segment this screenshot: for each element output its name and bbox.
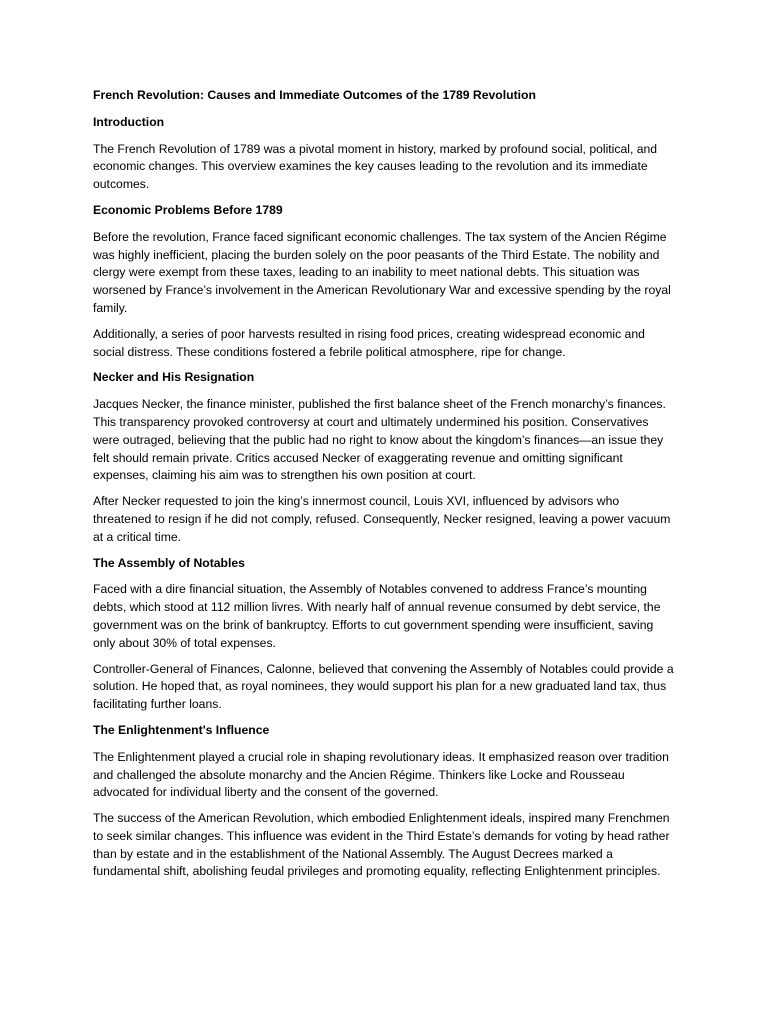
document-title: French Revolution: Causes and Immediate Outcomes of the 1789 Revolution [93, 88, 536, 102]
necker-paragraph-1: Jacques Necker, the finance minister, published the first balance sheet of the French monarchy’s finances. This transparency provoked controversy at court and ultimately undermined his position. Conservatives were outraged, believing that the public had no right to know about the kingdom’s finances—an issue they felt should remain private. Critics accused Necker of exaggerating revenue and omitting significant expenses, claiming his aim was to strengthen his own position at court. [93, 397, 666, 483]
section-heading-enlightenment: The Enlightenment's Influence [93, 722, 270, 737]
section-heading-economic-problems: Economic Problems Before 1789 [93, 202, 283, 217]
section-heading-assembly-of-notables: The Assembly of Notables [93, 555, 245, 570]
economic-problems-paragraph-2: Additionally, a series of poor harvests resulted in rising food prices, creating widespread economic and social distress. These conditions fostered a febrile political atmosphere, ripe for change. [93, 326, 645, 359]
introduction-paragraph: The French Revolution of 1789 was a pivotal moment in history, marked by profound social, political, and economic changes. This overview examines the key causes leading to the revolution and its immediate outcomes. [93, 141, 658, 192]
necker-paragraph-2: After Necker requested to join the king’s innermost council, Louis XVI, influenced by advisors who threatened to resign if he did not comply, refused. Consequently, Necker resigned, leaving a power vacuum at a critical time. [93, 494, 671, 544]
section-heading-introduction: Introduction [93, 114, 165, 129]
enlightenment-paragraph-1: The Enlightenment played a crucial role in shaping revolutionary ideas. It emphasized reason over tradition and challenged the absolute monarchy and the Ancien Régime. Thinkers like Locke and Rousseau advocated for individual liberty and the consent of the governed. [93, 749, 669, 800]
enlightenment-paragraph-2: The success of the American Revolution, which embodied Enlightenment ideals, inspired many Frenchmen to seek similar changes. This influence was evident in the Third Estate’s demands for voting by head rather than by estate and in the establishment of the National Assembly. The August Decrees marked a fundamental shift, abolishing feudal privileges and promoting equality, reflecting Enlightenment principles. [93, 811, 670, 879]
section-heading-necker: Necker and His Resignation [93, 370, 255, 385]
assembly-paragraph-1: Faced with a dire financial situation, the Assembly of Notables convened to address France’s mounting debts, which stood at 112 million livres. With nearly half of annual revenue consumed by debt service, the government was on the brink of bankruptcy. Efforts to cut government spending were insufficient, saving only about 30% of total expenses. [93, 582, 661, 650]
assembly-paragraph-2: Controller-General of Finances, Calonne, believed that convening the Assembly of Notables could provide a solution. He hoped that, as royal nominees, they would support his plan for a new graduated land tax, thus facilitating further loans. [93, 661, 674, 712]
economic-problems-paragraph-1: Before the revolution, France faced significant economic challenges. The tax system of the Ancien Régime was highly inefficient, placing the burden solely on the poor peasants of the Third Estate. The nobility and clergy were exempt from these taxes, leading to an inability to meet national debts. This situation was worsened by France’s involvement in the American Revolutionary War and excessive spending by the royal family. [93, 229, 671, 315]
